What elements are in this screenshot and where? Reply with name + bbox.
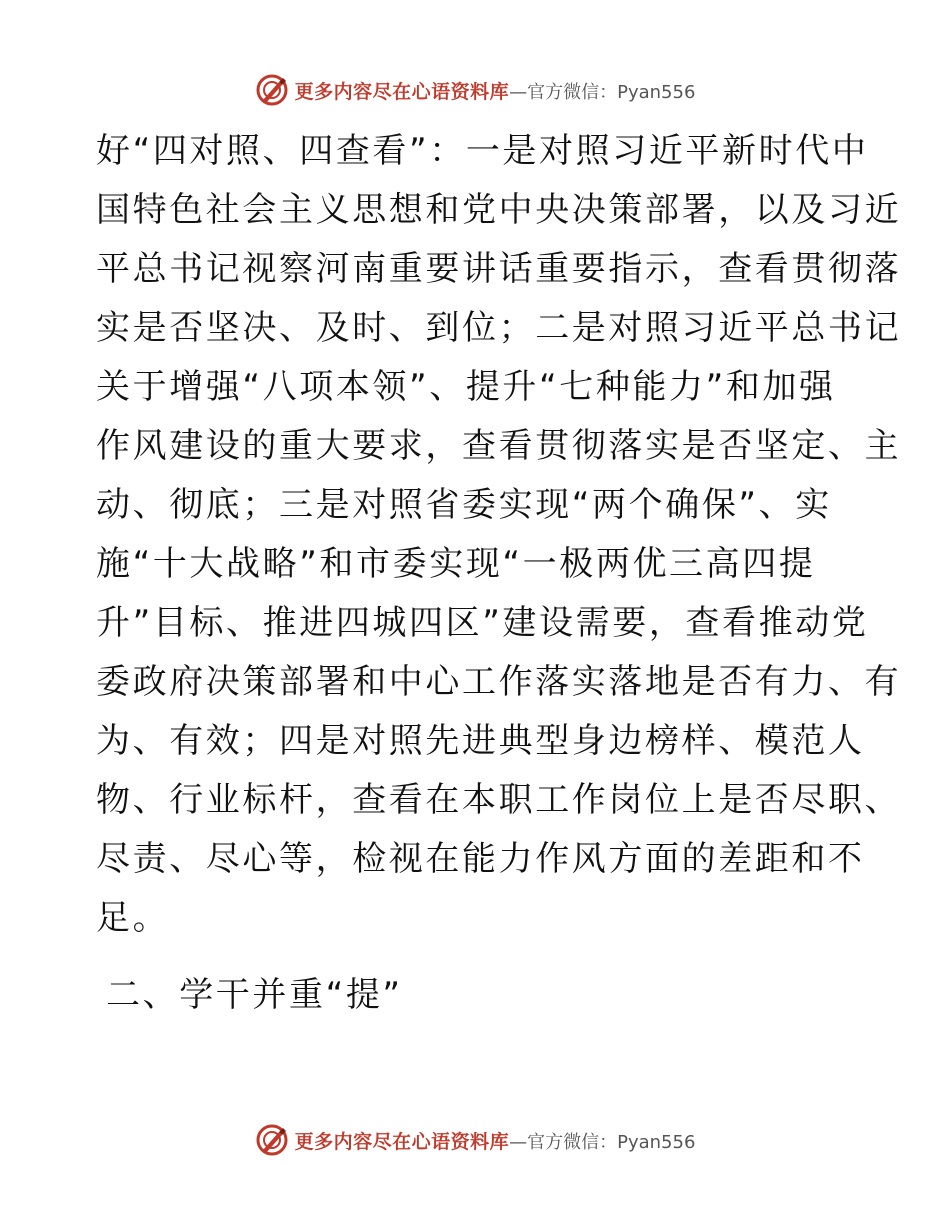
text-line: 国特色社会主义思想和党中央决策部署，以及习近 (96, 190, 902, 230)
text-line: 施“十大战略”和市委实现“一极两优三高四提 (96, 544, 816, 584)
document-body (96, 122, 902, 1025)
banner-title: 更多内容尽在心语资料库 (294, 1130, 510, 1153)
text-line: 动、彻底；三是对照省委实现“两个确保”、实 (96, 485, 832, 525)
section-heading: 二、学干并重“提” (106, 975, 403, 1015)
body-paragraph (96, 122, 902, 948)
banner-wechat: —官方微信：Pyan556 (509, 1131, 696, 1153)
text-line: 作风建设的重大要求，查看贯彻落实是否坚定、主 (96, 426, 902, 466)
text-line: 为、有效；四是对照先进典型身边榜样、模范人 (96, 721, 865, 761)
text-line: 好“四对照、四查看”：一是对照习近平新时代中 (96, 131, 869, 171)
text-line: 足。 (96, 898, 170, 938)
header-banner (0, 70, 950, 110)
text-line: 升”目标、推进四城四区”建设需要，查看推动党 (96, 603, 869, 643)
banner-title: 更多内容尽在心语资料库 (294, 80, 510, 103)
text-line: 关于增强“八项本领”、提升“七种能力”和加强 (96, 367, 836, 407)
text-line: 平总书记视察河南重要讲话重要指示，查看贯彻落 (96, 249, 902, 289)
pen-logo-icon (255, 1123, 289, 1157)
text-line: 委政府决策部署和中心工作落实落地是否有力、有 (96, 662, 902, 702)
footer-banner (0, 1120, 950, 1160)
text-line: 实是否坚决、及时、到位；二是对照习近平总书记 (96, 308, 902, 348)
text-line: 物、行业标杆，查看在本职工作岗位上是否尽职、 (96, 780, 902, 820)
banner-wechat: —官方微信：Pyan556 (509, 81, 696, 103)
text-line: 尽责、尽心等，检视在能力作风方面的差距和不 (96, 839, 865, 879)
pen-logo-icon (255, 73, 289, 107)
